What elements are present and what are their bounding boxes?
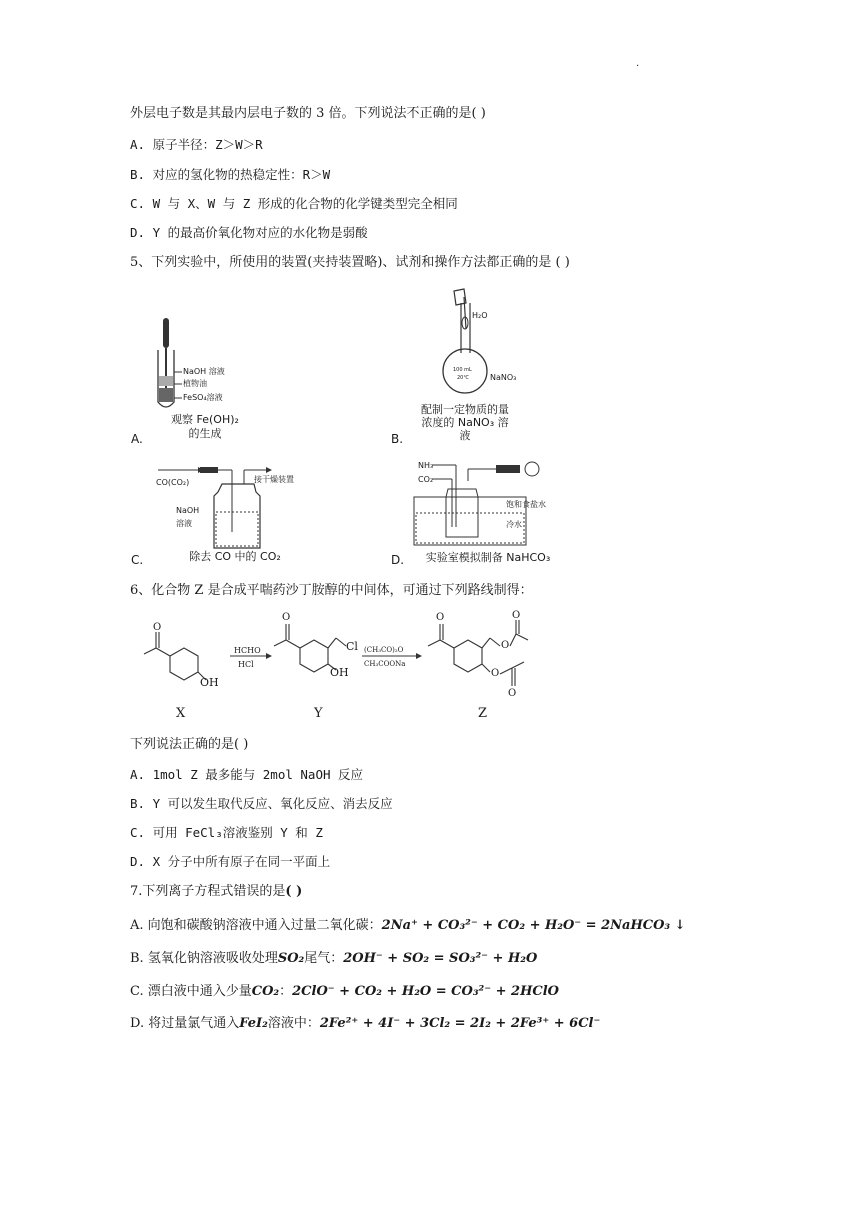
atom-x-oh: OH bbox=[200, 676, 219, 689]
label-solution-c: 溶液 bbox=[176, 519, 192, 528]
q7-option-d-fei2: FeI₂ bbox=[239, 1016, 268, 1031]
label-flask-temp: 20℃ bbox=[457, 375, 469, 381]
q7-option-b-text2: 尾气： bbox=[304, 951, 344, 966]
label-naoh-c: NaOH bbox=[176, 506, 200, 515]
option-c-letter: C. bbox=[131, 553, 144, 567]
atom-z-carbonyl-o: O bbox=[436, 612, 445, 623]
label-drying: 接干燥装置 bbox=[254, 475, 294, 484]
q7-option-a bbox=[130, 917, 686, 935]
q4-stem: 外层电子数是其最内层电子数的 3 倍。下列说法不正确的是( ) bbox=[130, 106, 486, 121]
label-cold-water: 冷水 bbox=[506, 520, 522, 529]
q7-option-d bbox=[130, 1015, 600, 1033]
q6-option-b: B. Y 可以发生取代反应、氧化反应、消去反应 bbox=[130, 796, 393, 811]
option-a-letter: A. bbox=[131, 432, 143, 446]
q7-option-b-so2: SO₂ bbox=[277, 951, 305, 966]
option-b-letter: B. bbox=[391, 432, 404, 446]
q7-option-b-equation: 2OH⁻ + SO₂ = SO₃²⁻ + H₂O bbox=[343, 951, 538, 966]
caption-c: 除去 CO 中的 CO₂ bbox=[189, 550, 281, 563]
caption-b-1: 配制一定物质的量 bbox=[421, 403, 509, 416]
caption-a-2: 的生成 bbox=[188, 427, 222, 440]
q7-option-c bbox=[130, 983, 559, 1001]
caption-d: 实验室模拟制备 NaHCO₃ bbox=[425, 551, 551, 564]
q7-option-d-equation: 2Fe²⁺ + 4I⁻ + 3Cl₂ = 2I₂ + 2Fe³⁺ + 6Cl⁻ bbox=[319, 1016, 601, 1031]
q7-option-c-co2: CO₂ bbox=[251, 984, 280, 999]
label-h2o: H₂O bbox=[472, 311, 488, 320]
q4-option-a: A. 原子半径：Z＞W＞R bbox=[130, 137, 263, 152]
label-co-co2: CO(CO₂) bbox=[156, 478, 190, 487]
atom-z-acetyl-o-1: O bbox=[512, 610, 521, 621]
compound-y: Y bbox=[314, 706, 323, 721]
atom-z-ester-o-1: O bbox=[501, 640, 510, 651]
compound-z: Z bbox=[478, 706, 488, 721]
q6-question: 下列说法正确的是( ) bbox=[130, 737, 249, 752]
atom-y-oh: OH bbox=[330, 666, 349, 679]
atom-y-carbonyl-o: O bbox=[282, 612, 291, 623]
q7-option-d-text: D. 将过量氯气通入 bbox=[130, 1016, 240, 1031]
figure-d-nahco3 bbox=[412, 457, 572, 567]
corner-mark: . bbox=[636, 58, 640, 69]
figure-a-test-tube bbox=[130, 310, 270, 445]
q4-option-c: C. W 与 X、W 与 Z 形成的化合物的化学键类型完全相同 bbox=[130, 196, 458, 211]
label-feso4: FeSO₄溶液 bbox=[183, 393, 223, 402]
q4-option-d: D. Y 的最高价氧化物对应的水化物是弱酸 bbox=[130, 225, 368, 240]
q7-option-d-text2: 溶液中： bbox=[267, 1016, 320, 1031]
caption-b-2: 浓度的 NaNO₃ 溶 bbox=[421, 416, 509, 429]
label-nh3: NH₃ bbox=[418, 461, 434, 470]
q7-option-a-equation: 2Na⁺ + CO₃²⁻ + CO₂ + H₂O⁻ = 2NaHCO₃ ↓ bbox=[381, 918, 686, 933]
beaker-apparatus-diagram bbox=[412, 457, 572, 547]
reagent-hcho: HCHO bbox=[234, 646, 261, 655]
label-naoh: NaOH 溶液 bbox=[183, 367, 225, 376]
atom-z-ester-o-2: O bbox=[491, 668, 500, 679]
figure-b-volumetric-flask bbox=[420, 285, 560, 445]
q4-option-b: B. 对应的氢化物的热稳定性：R＞W bbox=[130, 167, 331, 182]
q5-stem: 5、下列实验中，所使用的装置(夹持装置略)、试剂和操作方法都正确的是 ( ) bbox=[130, 255, 570, 270]
q6-stem: 6、化合物 Z 是合成平喘药沙丁胺醇的中间体，可通过下列路线制得： bbox=[130, 583, 533, 598]
q7-stem-line bbox=[130, 883, 302, 901]
q7-option-a-text: A. 向饱和碳酸钠溶液中通入过量二氧化碳： bbox=[130, 918, 382, 933]
q7-option-c-equation: 2ClO⁻ + CO₂ + H₂O = CO₃²⁻ + 2HClO bbox=[292, 984, 559, 999]
label-brine: 饱和食盐水 bbox=[506, 500, 546, 509]
caption-b-3: 液 bbox=[459, 429, 471, 442]
q7-paren: ( ) bbox=[285, 884, 303, 899]
synthesis-route bbox=[140, 608, 540, 723]
q6-option-a: A. 1mol Z 最多能与 2mol NaOH 反应 bbox=[130, 767, 364, 782]
reagent-hcl: HCl bbox=[238, 660, 254, 669]
label-flask-volume: 100 mL bbox=[453, 367, 472, 373]
label-oil: 植物油 bbox=[183, 379, 207, 388]
figure-c-gas-washing bbox=[150, 462, 320, 567]
q7-stem: 7.下列离子方程式错误的是 bbox=[130, 884, 286, 899]
compound-x: X bbox=[176, 706, 186, 721]
q7-option-b-text: B. 氢氧化钠溶液吸收处理 bbox=[130, 951, 278, 966]
q7-option-c-text2: ： bbox=[279, 984, 293, 999]
caption-a-1: 观察 Fe(OH)₂ bbox=[171, 413, 239, 426]
q6-option-d: D. X 分子中所有原子在同一平面上 bbox=[130, 854, 331, 869]
reagent-anhydride: (CH₃CO)₂O bbox=[364, 646, 404, 654]
atom-z-acetyl-o-2: O bbox=[508, 688, 517, 699]
q7-option-c-text: C. 漂白液中通入少量 bbox=[130, 984, 252, 999]
atom-y-cl: Cl bbox=[346, 640, 358, 653]
q7-option-b bbox=[130, 950, 537, 968]
q6-option-c: C. 可用 FeCl₃溶液鉴别 Y 和 Z bbox=[130, 825, 323, 840]
label-co2-d: CO₂ bbox=[418, 475, 434, 484]
option-d-letter: D. bbox=[391, 553, 405, 567]
label-nano3: NaNO₃ bbox=[490, 373, 517, 382]
atom-x-carbonyl-o: O bbox=[153, 622, 162, 633]
reagent-naoac: CH₃COONa bbox=[364, 660, 406, 668]
